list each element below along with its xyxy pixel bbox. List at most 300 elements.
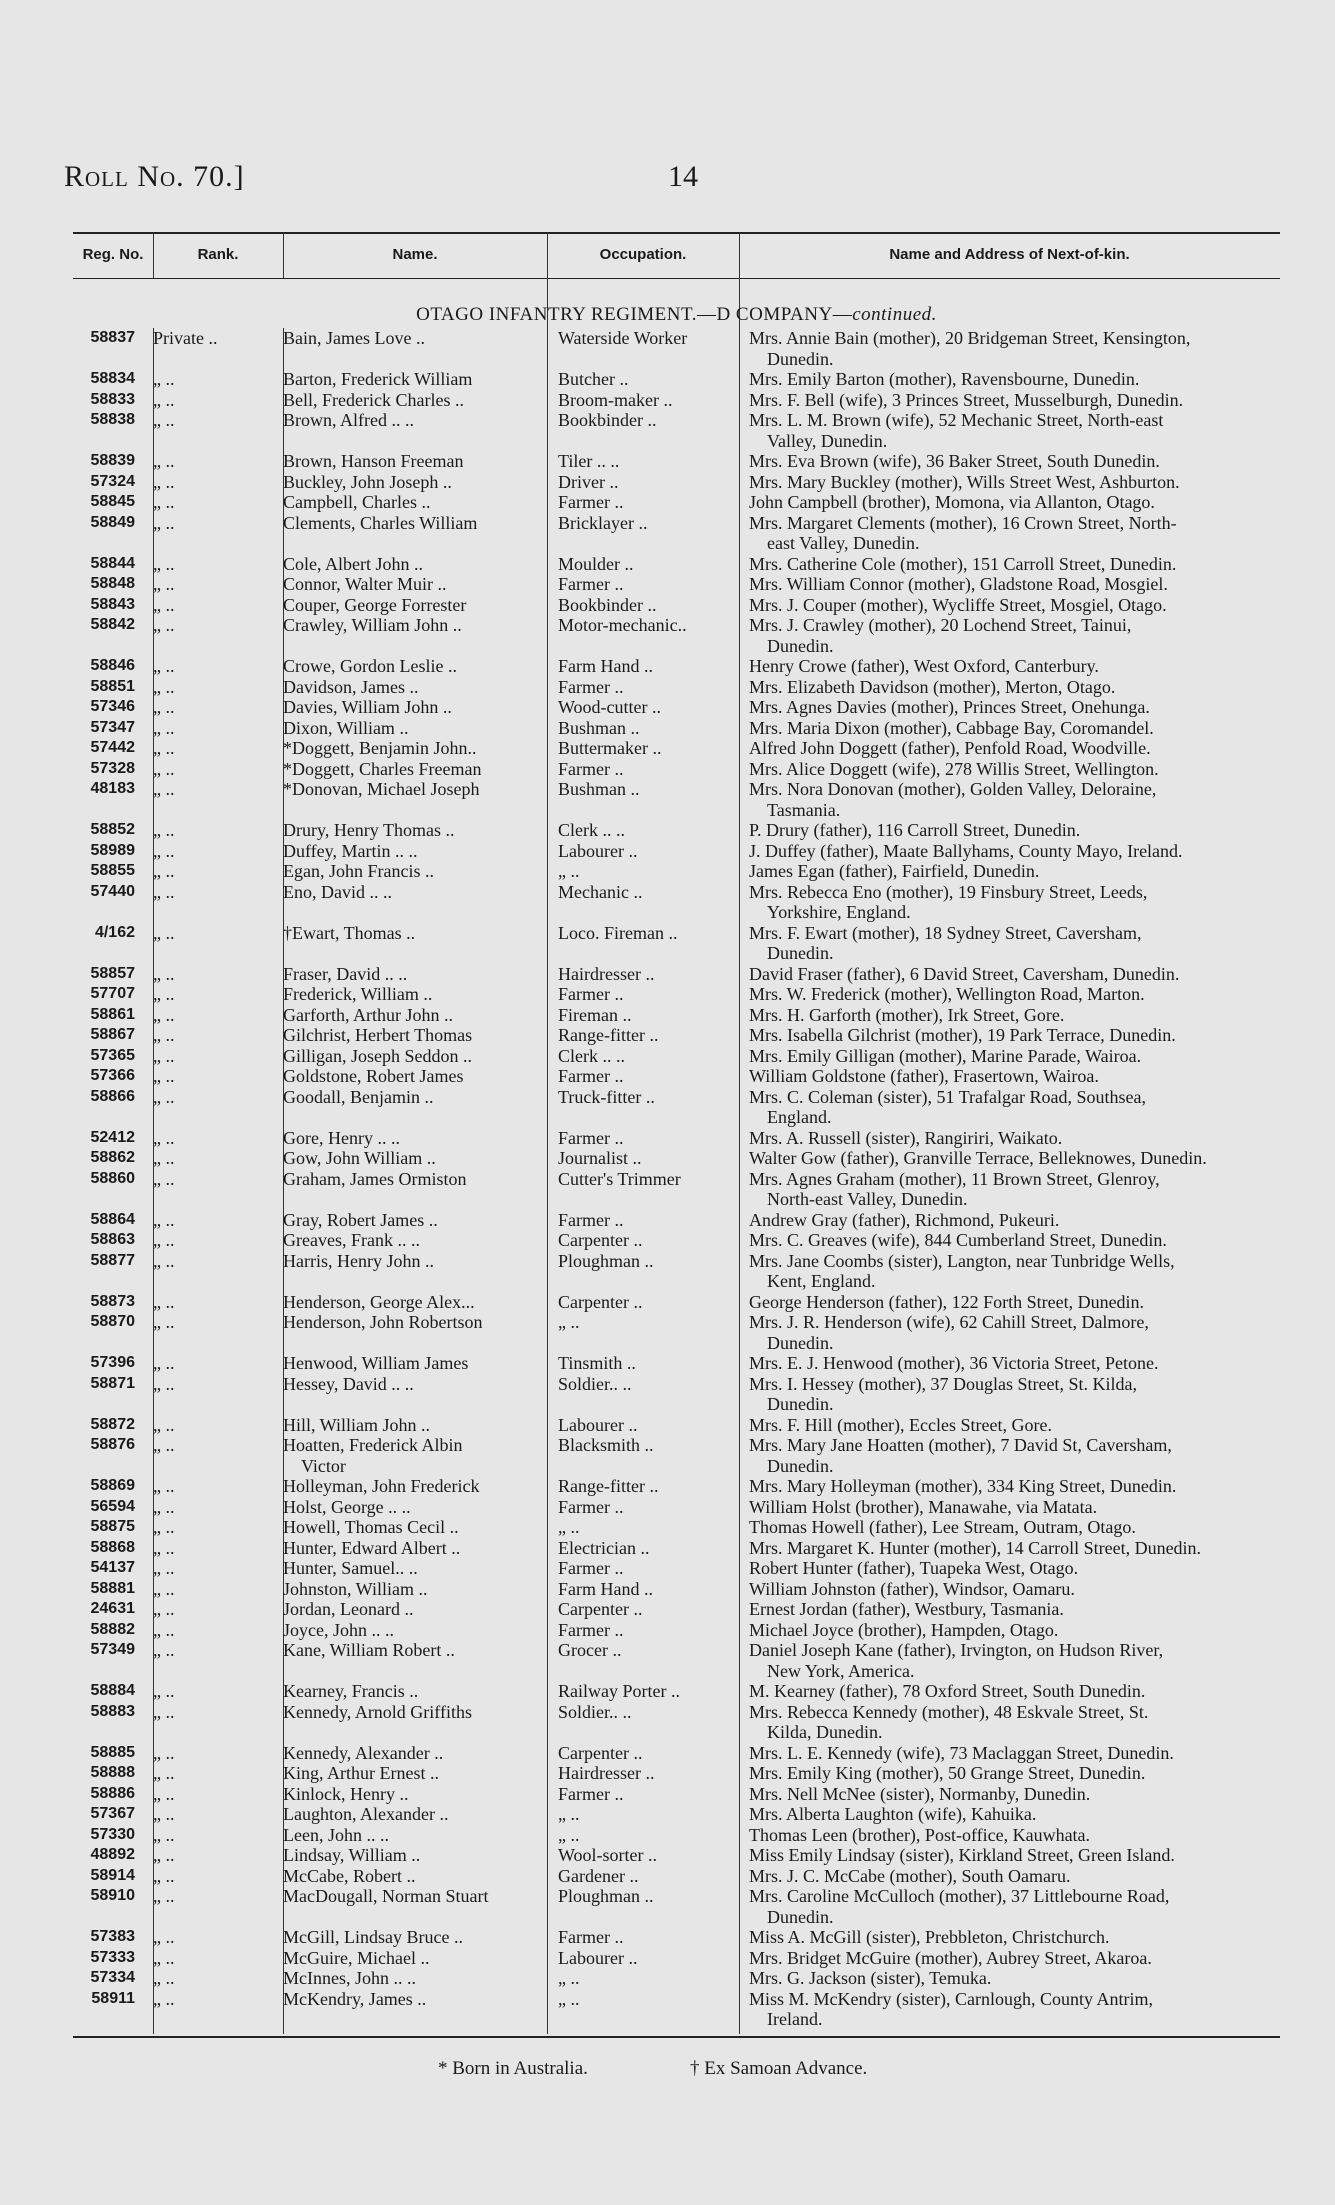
occupation: Carpenter .. <box>558 1599 643 1619</box>
rank: „ .. <box>153 656 175 676</box>
reg-no: 57383 <box>90 1928 135 1945</box>
reg-no: 58886 <box>90 1784 135 1802</box>
occupation: „ .. <box>558 1312 580 1332</box>
reg-no: 58863 <box>90 1231 135 1248</box>
rank: „ .. <box>153 738 175 758</box>
next-of-kin <box>749 677 1279 698</box>
table-row <box>73 513 1280 554</box>
next-of-kin-line: Mrs. G. Jackson (sister), Temuka. <box>749 1968 992 1988</box>
rank: „ .. <box>153 410 175 430</box>
next-of-kin <box>749 1353 1279 1374</box>
soldier-name-line: Gilligan, Joseph Seddon .. <box>283 1045 472 1066</box>
next-of-kin <box>749 1046 1279 1067</box>
soldier-name-line: Gow, John William .. <box>283 1148 436 1168</box>
table-row <box>73 923 1280 964</box>
occupation: Blacksmith .. <box>558 1435 654 1455</box>
occupation: Farmer .. <box>558 492 624 512</box>
next-of-kin-line: George Henderson (father), 122 Forth Street, Dunedin. <box>749 1291 1145 1312</box>
table-row <box>73 328 1280 369</box>
soldier-name-line: Kearney, Francis .. <box>283 1681 419 1701</box>
next-of-kin <box>749 1784 1279 1805</box>
reg-no: 58848 <box>90 575 135 592</box>
rank: „ .. <box>153 1435 175 1455</box>
table-row <box>73 574 1280 595</box>
reg-no: 4/162 <box>94 923 135 941</box>
next-of-kin-line: Mrs. Alberta Laughton (wife), Kahuika. <box>749 1804 1037 1824</box>
reg-no: 58870 <box>90 1313 135 1330</box>
next-of-kin <box>749 1517 1279 1538</box>
table-row <box>73 1989 1280 2030</box>
soldier-name-line: King, Arthur Ernest .. <box>283 1763 439 1783</box>
soldier-name-line: Henderson, John Robertson <box>283 1312 483 1332</box>
next-of-kin <box>749 1640 1279 1681</box>
occupation: Soldier.. .. <box>558 1373 632 1394</box>
rank: „ .. <box>153 676 175 697</box>
table-row <box>73 595 1280 616</box>
reg-no: 58866 <box>90 1087 135 1105</box>
occupation: Farmer .. <box>558 1496 624 1517</box>
table-row <box>73 1743 1280 1764</box>
next-of-kin <box>749 1476 1279 1497</box>
table-row <box>73 410 1280 451</box>
occupation: Truck-fitter .. <box>558 1086 655 1107</box>
next-of-kin <box>749 964 1279 985</box>
soldier-name-line: Dixon, William .. <box>283 717 409 738</box>
occupation: Farmer .. <box>558 1783 624 1804</box>
reg-no: 58842 <box>90 616 135 633</box>
reg-no: 58876 <box>90 1436 135 1453</box>
next-of-kin <box>749 1169 1279 1210</box>
rank: „ .. <box>153 984 175 1004</box>
next-of-kin <box>749 513 1279 554</box>
soldier-name-line: Holst, George .. .. <box>283 1496 411 1517</box>
occupation: Bushman .. <box>558 779 640 799</box>
soldier-name-line: Kane, William Robert .. <box>283 1640 455 1660</box>
rank: „ .. <box>153 840 175 861</box>
occupation: Farmer .. <box>558 1066 624 1086</box>
reg-no: 58910 <box>90 1887 135 1904</box>
next-of-kin-continuation: Kent, England. <box>767 1271 876 1291</box>
table-row <box>73 1128 1280 1149</box>
soldier-name-line: Duffey, Martin .. .. <box>283 840 418 861</box>
table-row <box>73 677 1280 698</box>
occupation: Farmer .. <box>558 1558 624 1578</box>
table-row <box>73 1148 1280 1169</box>
table-row <box>73 615 1280 656</box>
rank: „ .. <box>153 1599 175 1619</box>
next-of-kin <box>749 492 1279 513</box>
next-of-kin-line: Mrs. Emily King (mother), 50 Grange Street, Dunedin. <box>749 1763 1146 1783</box>
next-of-kin-line: Mrs. Emily Gilligan (mother), Marine Parade, Wairoa. <box>749 1045 1142 1066</box>
table-row <box>73 738 1280 759</box>
soldier-name-line: *Doggett, Benjamin John.. <box>283 738 477 758</box>
next-of-kin <box>749 369 1279 390</box>
next-of-kin-line: Robert Hunter (father), Tuapeka West, Otago. <box>749 1558 1079 1578</box>
soldier-name-line: Gray, Robert James .. <box>283 1209 438 1230</box>
next-of-kin <box>749 820 1279 841</box>
next-of-kin <box>749 1066 1279 1087</box>
rank: „ .. <box>153 1927 175 1947</box>
table-row <box>73 1312 1280 1353</box>
next-of-kin <box>749 1620 1279 1641</box>
next-of-kin <box>749 574 1279 595</box>
occupation: Carpenter .. <box>558 1230 643 1250</box>
next-of-kin <box>749 1702 1279 1743</box>
reg-no: 58884 <box>90 1682 135 1699</box>
rank: „ .. <box>153 1476 175 1496</box>
col-head-rank: Rank. <box>197 246 239 263</box>
reg-no: 48183 <box>90 780 135 797</box>
next-of-kin <box>749 1025 1279 1046</box>
reg-no: 57324 <box>90 472 135 490</box>
reg-no: 58846 <box>90 657 135 674</box>
next-of-kin <box>749 656 1279 677</box>
soldier-name-line: Frederick, William .. <box>283 984 433 1004</box>
table-row <box>73 841 1280 862</box>
next-of-kin <box>749 328 1279 369</box>
reg-no: 58845 <box>90 493 135 510</box>
rank: „ .. <box>153 1517 175 1537</box>
col-head-name: Name. <box>392 246 438 263</box>
next-of-kin-line: J. Duffey (father), Maate Ballyhams, County Mayo, Ireland. <box>749 840 1183 861</box>
next-of-kin <box>749 472 1279 493</box>
reg-no: 58883 <box>90 1702 135 1720</box>
occupation: Fireman .. <box>558 1004 632 1025</box>
next-of-kin <box>749 923 1279 964</box>
occupation: Labourer .. <box>558 1414 638 1435</box>
soldier-name-line: Drury, Henry Thomas .. <box>283 820 455 840</box>
table-row <box>73 1579 1280 1600</box>
reg-no: 58834 <box>90 370 135 387</box>
reg-no: 57349 <box>90 1641 135 1658</box>
next-of-kin-line: Mrs. J. Crawley (mother), 20 Lochend Street, Tainui, <box>749 615 1132 635</box>
next-of-kin-line: Miss M. McKendry (sister), Carnlough, County Antrim, <box>749 1988 1153 2009</box>
reg-no: 58914 <box>90 1866 135 1884</box>
next-of-kin <box>749 615 1279 656</box>
rank: „ .. <box>153 1250 175 1271</box>
occupation: Bookbinder .. <box>558 594 657 615</box>
reg-no: 57396 <box>90 1354 135 1371</box>
next-of-kin-line: P. Drury (father), 116 Carroll Street, Dunedin. <box>749 820 1081 840</box>
rank: „ .. <box>153 1230 175 1250</box>
soldier-name-line: Hessey, David .. .. <box>283 1373 414 1394</box>
rank: „ .. <box>153 1025 175 1045</box>
reg-no: 58837 <box>90 329 135 346</box>
table-row <box>73 1620 1280 1641</box>
table-row <box>73 1415 1280 1436</box>
next-of-kin <box>749 738 1279 759</box>
soldier-name-line: *Doggett, Charles Freeman <box>283 758 482 779</box>
section-title-text: OTAGO INFANTRY REGIMENT.—D COMPANY— <box>416 304 853 325</box>
next-of-kin-line: Andrew Gray (father), Richmond, Pukeuri. <box>749 1209 1060 1230</box>
occupation: Range-fitter .. <box>558 1476 659 1496</box>
table-row <box>73 1230 1280 1251</box>
rank: „ .. <box>153 1045 175 1066</box>
rank: „ .. <box>153 1086 175 1107</box>
next-of-kin-line: Mrs. F. Hill (mother), Eccles Street, Gore. <box>749 1414 1052 1435</box>
next-of-kin-line: Mrs. I. Hessey (mother), 37 Douglas Street, St. Kilda, <box>749 1373 1137 1394</box>
next-of-kin <box>749 759 1279 780</box>
rank: „ .. <box>153 779 175 799</box>
soldier-name-line: *Donovan, Michael Joseph <box>283 779 480 799</box>
reg-no: 58861 <box>90 1005 135 1023</box>
rank: „ .. <box>153 1004 175 1025</box>
table-row <box>73 390 1280 411</box>
next-of-kin <box>749 1292 1279 1313</box>
table-row <box>73 1497 1280 1518</box>
next-of-kin-line: Mrs. William Connor (mother), Gladstone Road, Mosgiel. <box>749 574 1168 594</box>
next-of-kin <box>749 984 1279 1005</box>
soldier-name-line: Fraser, David .. .. <box>283 963 408 984</box>
soldier-name-line: McCabe, Robert .. <box>283 1865 416 1886</box>
reg-no: 58839 <box>90 452 135 469</box>
next-of-kin-line: Mrs. Agnes Graham (mother), 11 Brown Street, Glenroy, <box>749 1168 1160 1189</box>
occupation: Carpenter .. <box>558 1291 643 1312</box>
rank: „ .. <box>153 1824 175 1845</box>
next-of-kin <box>749 779 1279 820</box>
reg-no: 58867 <box>90 1026 135 1043</box>
table-row <box>73 1169 1280 1210</box>
occupation: Labourer .. <box>558 840 638 861</box>
occupation: Farm Hand .. <box>558 1578 653 1599</box>
table-row <box>73 1005 1280 1026</box>
next-of-kin <box>749 1435 1279 1476</box>
reg-no: 57330 <box>90 1825 135 1843</box>
reg-no: 58872 <box>90 1415 135 1433</box>
rank: „ .. <box>153 1578 175 1599</box>
next-of-kin-line: Ernest Jordan (father), Westbury, Tasmania. <box>749 1599 1064 1619</box>
next-of-kin-continuation: Dunedin. <box>767 1906 834 1927</box>
rank: „ .. <box>153 1291 175 1312</box>
reg-no: 58881 <box>90 1579 135 1597</box>
occupation: Soldier.. .. <box>558 1701 632 1722</box>
table-row <box>73 1640 1280 1681</box>
soldier-name-line: Graham, James Ormiston <box>283 1168 467 1189</box>
reg-no: 57366 <box>90 1067 135 1084</box>
next-of-kin <box>749 1251 1279 1292</box>
roll-number: Roll No. 70.] <box>64 160 245 193</box>
occupation: Broom-maker .. <box>558 389 673 410</box>
rank: „ .. <box>153 1168 175 1189</box>
next-of-kin-line: Mrs. Alice Doggett (wife), 278 Willis Street, Wellington. <box>749 758 1159 779</box>
next-of-kin <box>749 1312 1279 1353</box>
next-of-kin-continuation: Tasmania. <box>767 799 841 820</box>
table-row <box>73 1866 1280 1887</box>
next-of-kin-line: Mrs. J. R. Henderson (wife), 62 Cahill Street, Dalmore, <box>749 1312 1149 1332</box>
reg-no: 52412 <box>90 1128 135 1146</box>
reg-no: 58869 <box>90 1477 135 1494</box>
occupation: Ploughman .. <box>558 1250 654 1271</box>
next-of-kin <box>749 390 1279 411</box>
next-of-kin-line: Mrs. Rebecca Eno (mother), 19 Finsbury Street, Leeds, <box>749 881 1148 902</box>
footnote-born-australia: * Born in Australia. <box>438 2058 588 2079</box>
table-row <box>73 1763 1280 1784</box>
occupation: Tiler .. .. <box>558 451 620 471</box>
footnote-samoan-advance: † Ex Samoan Advance. <box>690 2058 868 2079</box>
rank: „ .. <box>153 512 175 533</box>
table-row <box>73 779 1280 820</box>
occupation: Bricklayer .. <box>558 512 648 533</box>
occupation: Farmer .. <box>558 758 624 779</box>
soldier-name-continuation: Victor <box>301 1455 346 1476</box>
next-of-kin-continuation: Dunedin. <box>767 348 834 369</box>
occupation: „ .. <box>558 1804 580 1824</box>
next-of-kin-continuation: Dunedin. <box>767 943 834 963</box>
occupation: Farmer .. <box>558 1127 624 1148</box>
rank: „ .. <box>153 1763 175 1783</box>
section-title <box>73 304 1280 326</box>
rank: „ .. <box>153 1865 175 1886</box>
reg-no: 58888 <box>90 1764 135 1781</box>
bottom-rule <box>73 2036 1280 2038</box>
occupation: Farmer .. <box>558 984 624 1004</box>
soldier-name-line: Johnston, William .. <box>283 1578 428 1599</box>
soldier-name-line: Crawley, William John .. <box>283 615 462 635</box>
occupation: Gardener .. <box>558 1865 639 1886</box>
next-of-kin-line: William Goldstone (father), Frasertown, Wairoa. <box>749 1066 1099 1086</box>
next-of-kin <box>749 1497 1279 1518</box>
rank: „ .. <box>153 369 175 389</box>
next-of-kin <box>749 861 1279 882</box>
table-row <box>73 759 1280 780</box>
next-of-kin <box>749 1210 1279 1231</box>
occupation: Clerk .. .. <box>558 1045 625 1066</box>
soldier-name-line: Garforth, Arthur John .. <box>283 1004 453 1025</box>
rank: „ .. <box>153 1619 175 1640</box>
table-row <box>73 1025 1280 1046</box>
rank: „ .. <box>153 1968 175 1988</box>
rank: „ .. <box>153 594 175 615</box>
next-of-kin-line: Thomas Howell (father), Lee Stream, Outram, Otago. <box>749 1517 1136 1537</box>
next-of-kin-continuation: New York, America. <box>767 1660 915 1681</box>
occupation: Ploughman .. <box>558 1886 654 1906</box>
next-of-kin-continuation: Dunedin. <box>767 635 834 656</box>
next-of-kin-line: Thomas Leen (brother), Post-office, Kauwhata. <box>749 1824 1091 1845</box>
page-number: 14 <box>668 160 698 193</box>
next-of-kin-continuation: Dunedin. <box>767 1394 834 1414</box>
next-of-kin-line: Mrs. Elizabeth Davidson (mother), Merton, Otago. <box>749 676 1116 697</box>
next-of-kin <box>749 1681 1279 1702</box>
occupation: Moulder .. <box>558 553 634 574</box>
next-of-kin-line: Michael Joyce (brother), Hampden, Otago. <box>749 1619 1059 1640</box>
occupation: „ .. <box>558 861 580 881</box>
col-head-next-of-kin: Name and Address of Next-of-kin. <box>889 246 1130 263</box>
rank: „ .. <box>153 1127 175 1148</box>
table-row <box>73 1599 1280 1620</box>
reg-no: 58877 <box>90 1251 135 1269</box>
reg-no: 57333 <box>90 1948 135 1966</box>
soldier-name-line: Joyce, John .. .. <box>283 1619 394 1640</box>
rank: „ .. <box>153 451 175 471</box>
rank: Private .. <box>153 328 218 348</box>
rank: „ .. <box>153 861 175 881</box>
reg-no: 58873 <box>90 1292 135 1310</box>
table-row <box>73 1845 1280 1866</box>
table-row <box>73 964 1280 985</box>
rank: „ .. <box>153 389 175 410</box>
reg-no: 57440 <box>90 882 135 900</box>
next-of-kin-line: Mrs. Bridget McGuire (mother), Aubrey Street, Akaroa. <box>749 1947 1152 1968</box>
soldier-name-line: Crowe, Gordon Leslie .. <box>283 656 457 676</box>
occupation: Journalist .. <box>558 1148 642 1168</box>
section-title-suffix: continued. <box>852 304 937 325</box>
table-row <box>73 1784 1280 1805</box>
reg-no: 48892 <box>90 1846 135 1863</box>
next-of-kin-line: Mrs. L. M. Brown (wife), 52 Mechanic Street, North-east <box>749 410 1164 430</box>
table-row <box>73 1825 1280 1846</box>
reg-no: 58851 <box>90 677 135 695</box>
occupation: Hairdresser .. <box>558 1763 655 1783</box>
reg-no: 58838 <box>90 411 135 428</box>
next-of-kin-line: Mrs. Nell McNee (sister), Normanby, Dunedin. <box>749 1783 1091 1804</box>
soldier-name-line: MacDougall, Norman Stuart <box>283 1886 489 1906</box>
occupation: Butcher .. <box>558 369 629 389</box>
soldier-name-line: Egan, John Francis .. <box>283 861 434 881</box>
table-row <box>73 1046 1280 1067</box>
next-of-kin <box>749 1599 1279 1620</box>
soldier-name-line: Hunter, Edward Albert .. <box>283 1537 461 1558</box>
rank: „ .. <box>153 881 175 902</box>
rank: „ .. <box>153 615 175 635</box>
soldier-name-line: Bell, Frederick Charles .. <box>283 389 464 410</box>
soldier-name-line: Leen, John .. .. <box>283 1824 389 1845</box>
rank: „ .. <box>153 492 175 512</box>
reg-no: 24631 <box>90 1600 135 1617</box>
reg-no: 57346 <box>90 698 135 715</box>
rank: „ .. <box>153 1353 175 1373</box>
occupation: Tinsmith .. <box>558 1353 636 1373</box>
soldier-name-line: Kennedy, Alexander .. <box>283 1742 444 1763</box>
table-row <box>73 1435 1280 1476</box>
occupation: Farmer .. <box>558 676 624 697</box>
rank: „ .. <box>153 820 175 840</box>
occupation: Loco. Fireman .. <box>558 922 678 943</box>
table-row <box>73 1374 1280 1415</box>
table-row <box>73 656 1280 677</box>
occupation: Buttermaker .. <box>558 738 662 758</box>
next-of-kin <box>749 1989 1279 2030</box>
rank: „ .. <box>153 717 175 738</box>
table-row <box>73 1066 1280 1087</box>
reg-no: 57334 <box>90 1969 135 1986</box>
next-of-kin <box>749 1743 1279 1764</box>
rank: „ .. <box>153 1845 175 1865</box>
table-row <box>73 554 1280 575</box>
rank: „ .. <box>153 697 175 717</box>
soldier-name-line: Hill, William John .. <box>283 1414 430 1435</box>
soldier-name-line: Connor, Walter Muir .. <box>283 574 447 594</box>
next-of-kin-line: Mrs. E. J. Henwood (mother), 36 Victoria Street, Petone. <box>749 1353 1159 1373</box>
next-of-kin-line: Mrs. Margaret Clements (mother), 16 Crown Street, North- <box>749 512 1177 533</box>
next-of-kin <box>749 1538 1279 1559</box>
reg-no: 57367 <box>90 1805 135 1822</box>
occupation: Carpenter .. <box>558 1742 643 1763</box>
next-of-kin-continuation: east Valley, Dunedin. <box>767 533 920 553</box>
next-of-kin-line: Mrs. Mary Buckley (mother), Wills Street West, Ashburton. <box>749 471 1180 492</box>
table-row <box>73 369 1280 390</box>
reg-no: 57365 <box>90 1046 135 1064</box>
soldier-name-line: Hoatten, Frederick Albin <box>283 1435 463 1455</box>
table-row <box>73 718 1280 739</box>
occupation: Wood-cutter .. <box>558 697 662 717</box>
occupation: Farmer .. <box>558 1619 624 1640</box>
reg-no: 58868 <box>90 1538 135 1556</box>
occupation: Grocer .. <box>558 1640 622 1660</box>
occupation: Driver .. <box>558 471 619 492</box>
table-row <box>73 492 1280 513</box>
next-of-kin <box>749 1415 1279 1436</box>
soldier-name-line: Henwood, William James <box>283 1353 469 1373</box>
